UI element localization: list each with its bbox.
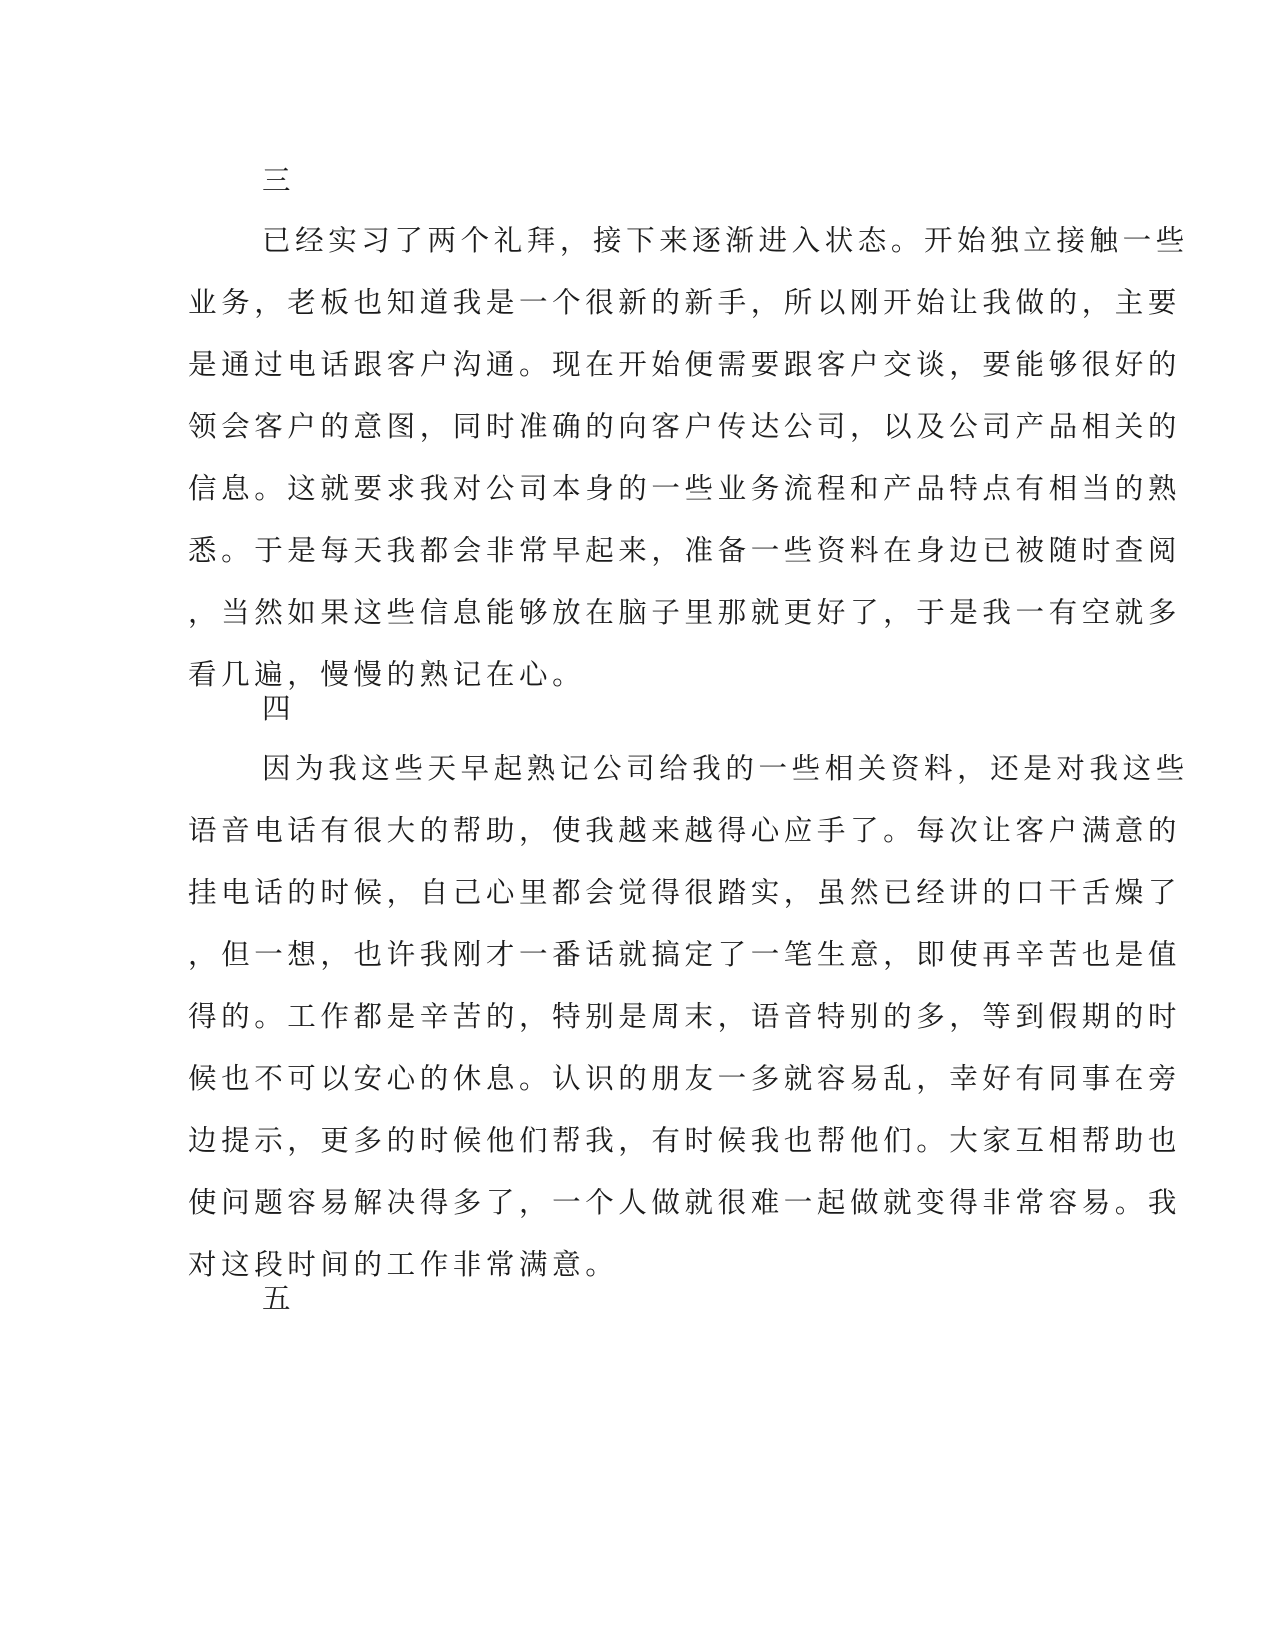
paragraph-line: 看几遍，慢慢的熟记在心。 bbox=[188, 658, 586, 691]
paragraph-line: 语音电话有很大的帮助，使我越来越得心应手了。每次让客户满意的 bbox=[188, 814, 1182, 847]
paragraph-line: 信息。这就要求我对公司本身的一些业务流程和产品特点有相当的熟 bbox=[188, 472, 1182, 505]
paragraph-line: 挂电话的时候，自己心里都会觉得很踏实，虽然已经讲的口干舌燥了 bbox=[188, 876, 1182, 909]
paragraph-line: 领会客户的意图，同时准确的向客户传达公司，以及公司产品相关的 bbox=[188, 410, 1182, 443]
paragraph-line: 是通过电话跟客户沟通。现在开始便需要跟客户交谈，要能够很好的 bbox=[188, 348, 1182, 381]
section-heading-5: 五 bbox=[262, 1282, 291, 1315]
paragraph-line: 悉。于是每天我都会非常早起来，准备一些资料在身边已被随时查阅 bbox=[188, 534, 1182, 567]
section-3-paragraph bbox=[188, 210, 1189, 706]
paragraph-line: ，但一想，也许我刚才一番话就搞定了一笔生意，即使再辛苦也是值 bbox=[188, 938, 1182, 971]
paragraph-line: 因为我这些天早起熟记公司给我的一些相关资料，还是对我这些 bbox=[262, 752, 1189, 785]
paragraph-line: 使问题容易解决得多了，一个人做就很难一起做就变得非常容易。我 bbox=[188, 1186, 1182, 1219]
section-heading-3: 三 bbox=[262, 164, 291, 197]
paragraph-line: 对这段时间的工作非常满意。 bbox=[188, 1248, 619, 1281]
section-heading-4: 四 bbox=[262, 692, 291, 725]
paragraph-line: 业务，老板也知道我是一个很新的新手，所以刚开始让我做的，主要 bbox=[188, 286, 1182, 319]
paragraph-line: 已经实习了两个礼拜，接下来逐渐进入状态。开始独立接触一些 bbox=[262, 224, 1189, 257]
paragraph-line: 边提示，更多的时候他们帮我，有时候我也帮他们。大家互相帮助也 bbox=[188, 1124, 1182, 1157]
paragraph-line: ，当然如果这些信息能够放在脑子里那就更好了，于是我一有空就多 bbox=[188, 596, 1182, 629]
paragraph-line: 候也不可以安心的休息。认识的朋友一多就容易乱，幸好有同事在旁 bbox=[188, 1062, 1182, 1095]
section-4-paragraph bbox=[188, 738, 1189, 1296]
paragraph-line: 得的。工作都是辛苦的，特别是周末，语音特别的多，等到假期的时 bbox=[188, 1000, 1182, 1033]
